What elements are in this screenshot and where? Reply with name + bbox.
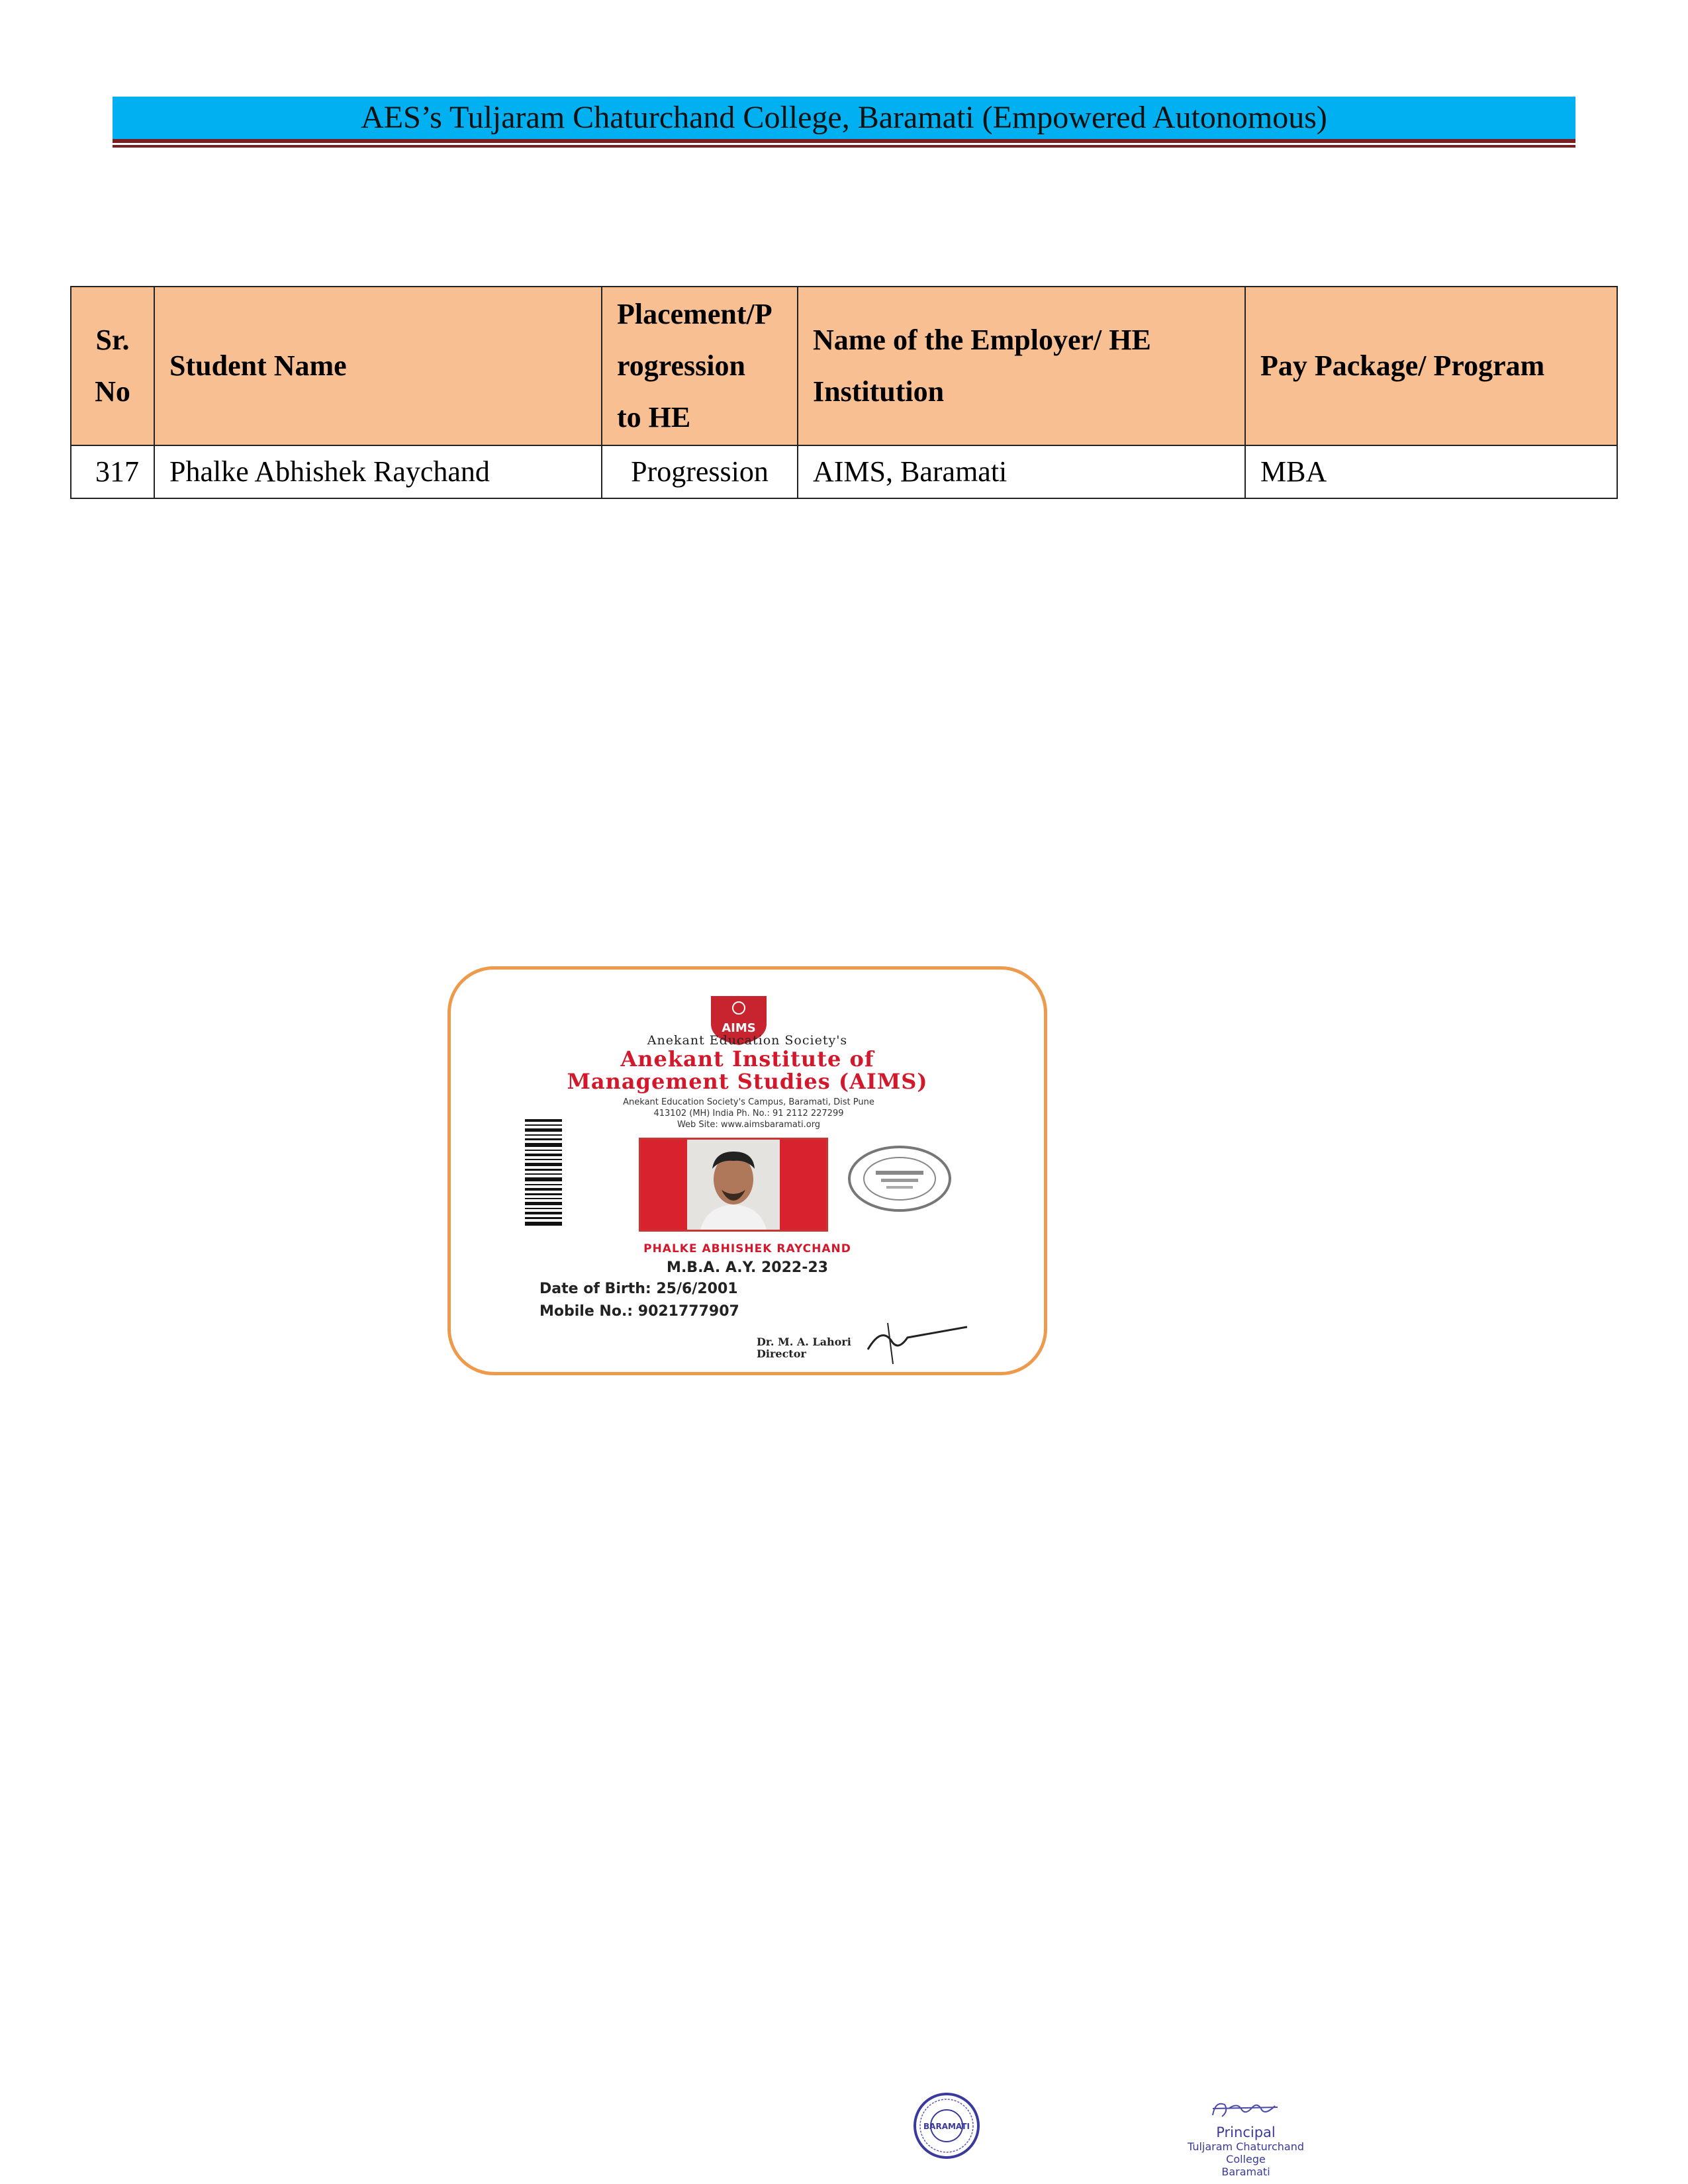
student-id-card-image <box>447 966 1047 1375</box>
cell-placement: Progression <box>602 445 798 498</box>
cell-employer: AIMS, Baramati <box>798 445 1245 498</box>
page-header-title: AES’s Tuljaram Chaturchand College, Baramati (Empowered Autonomous) <box>361 100 1327 135</box>
header-student-name: Student Name <box>154 287 602 445</box>
card-director-name: Dr. M. A. Lahori <box>757 1336 851 1348</box>
card-address-line2: 413102 (MH) India Ph. No.: 91 2112 227299 <box>653 1109 844 1118</box>
card-director <box>757 1336 851 1360</box>
header-employer-line1: Name of the Employer/ HE <box>813 324 1151 356</box>
barcode-icon <box>525 1119 562 1228</box>
header-employer-line2: Institution <box>813 375 945 408</box>
institute-stamp-icon <box>847 1144 953 1213</box>
principal-block <box>1166 2124 1325 2178</box>
header-sr-label: Sr. <box>95 324 130 356</box>
aims-logo-text: AIMS <box>722 1021 756 1035</box>
cell-pay-package: MBA <box>1245 445 1617 498</box>
seal-text: BARAMATI <box>923 2122 970 2131</box>
table-header-row <box>71 287 1617 445</box>
header-sr-no <box>71 287 154 445</box>
card-institute-line1: Anekant Institute of <box>620 1046 874 1071</box>
header-no-label: No <box>95 375 130 408</box>
card-institute-line2: Management Studies (AIMS) <box>567 1069 928 1094</box>
card-society-name: Anekant Education Society's <box>647 1033 848 1048</box>
card-director-title: Director <box>757 1347 806 1360</box>
header-placement-line3: to HE <box>617 401 691 433</box>
header-placement-line1: Placement/P <box>617 298 773 330</box>
card-mobile: Mobile No.: 9021777907 <box>539 1303 739 1320</box>
header-rule <box>113 139 1575 143</box>
cell-sr-no: 317 <box>71 445 154 498</box>
principal-place: Baramati <box>1221 2165 1270 2178</box>
table-row <box>71 445 1617 498</box>
card-address-line1: Anekant Education Society's Campus, Baramati, Dist Pune <box>623 1097 874 1107</box>
card-date-of-birth: Date of Birth: 25/6/2001 <box>539 1281 738 1297</box>
header-rule-thin <box>113 145 1575 148</box>
card-course: M.B.A. A.Y. 2022-23 <box>667 1259 828 1276</box>
student-photo <box>639 1138 828 1232</box>
principal-college: Tuljaram Chaturchand College <box>1187 2140 1305 2165</box>
principal-signature-icon <box>1209 2095 1282 2128</box>
header-placement <box>602 287 798 445</box>
college-seal-icon <box>912 2091 981 2160</box>
header-employer <box>798 287 1245 445</box>
cell-student-name: Phalke Abhishek Raychand <box>154 445 602 498</box>
card-student-name: PHALKE ABHISHEK RAYCHAND <box>643 1242 851 1255</box>
principal-role: Principal <box>1216 2124 1276 2140</box>
header-placement-line2: rogression <box>617 349 745 382</box>
card-address-line3: Web Site: www.aimsbaramati.org <box>677 1120 821 1130</box>
placement-table <box>70 286 1618 499</box>
header-pay-package: Pay Package/ Program <box>1245 287 1617 445</box>
